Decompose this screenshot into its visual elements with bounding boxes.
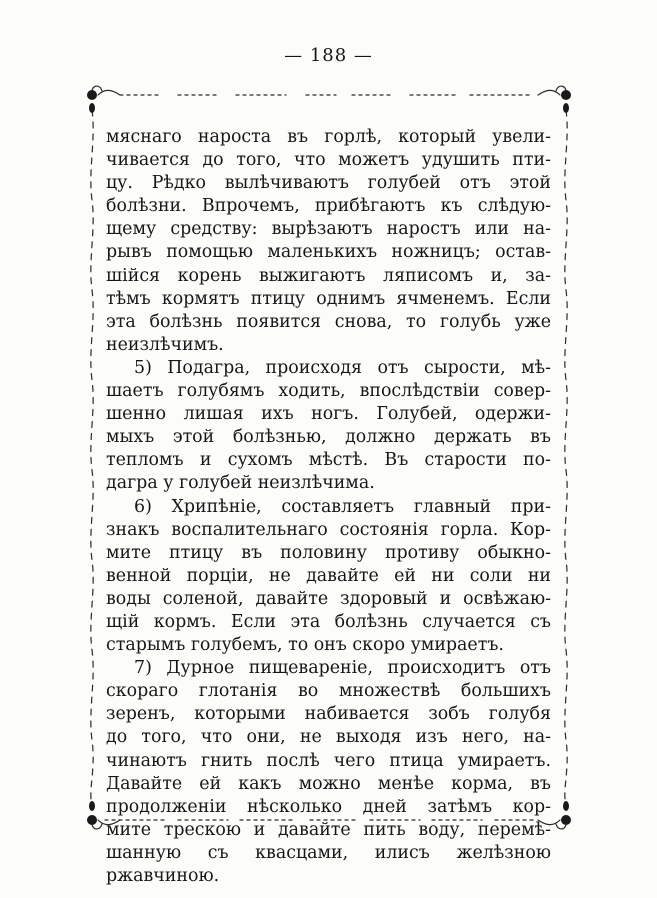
text-line: 7) Дурное пищевареніе, происходитъ отъ <box>134 658 551 679</box>
text-line: щій кормъ. Если эта болѣзнь случается съ <box>106 611 551 632</box>
text-line: продолженіи нѣсколько дней затѣмъ кор- <box>106 796 551 817</box>
text-line: шійся корень выжигаютъ ляписомъ и, за- <box>106 265 551 286</box>
text-line: ржавчиною. <box>106 866 220 886</box>
text-line: мите птицу въ половину противу обыкно- <box>106 542 551 563</box>
text-line: неизлѣчимъ. <box>106 334 224 355</box>
text-line: Давайте ей какъ можно менѣе корма, въ <box>106 773 551 794</box>
corner-dot-bottom-left <box>87 815 97 825</box>
side-ornament-right-bottom <box>563 801 569 811</box>
left-border-line <box>91 110 93 805</box>
text-line: знакъ воспалительнаго состоянія горла. Кор- <box>106 519 551 540</box>
text-line: эта болѣзнь появится снова, то голубь уже <box>106 311 551 332</box>
side-ornament-left-top <box>89 103 95 113</box>
side-ornament-right-top <box>563 103 569 113</box>
text-line: щему средству: вырѣзаютъ наростъ или на- <box>106 219 551 240</box>
text-line: шаетъ голубямъ ходить, впослѣдствіи совер- <box>106 381 551 402</box>
text-line: шанную съ квасцами, илисъ желѣзною <box>106 842 551 863</box>
text-line: цу. Рѣдко вылѣчиваютъ голубей отъ этой <box>106 173 551 194</box>
text-line: 6) Хрипѣніе, составляетъ главный при- <box>134 496 551 517</box>
corner-ornament-top-left <box>92 86 120 95</box>
text-line: венной порціи, не давайте ей ни соли ни <box>106 565 551 586</box>
corner-dot-top-right <box>561 90 571 100</box>
corner-dot-top-left <box>87 90 97 100</box>
text-line: старымъ голубемъ, то онъ скоро умираетъ. <box>106 635 504 656</box>
text-line: чинаютъ гнить послѣ чего птица умираетъ. <box>106 750 551 771</box>
right-border-line <box>565 110 567 805</box>
text-line: воды соленой, давайте здоровый и освѣжаю- <box>106 588 551 609</box>
text-line: мыхъ этой болѣзнью, должно держать въ <box>106 427 551 448</box>
body-text <box>106 126 551 888</box>
text-line: чивается до того, что можетъ удушить пти- <box>106 150 551 171</box>
page-number: — 188 — <box>284 45 373 66</box>
text-line: рывъ помощью маленькихъ ножницъ; остав- <box>106 242 551 263</box>
text-line: до того, что они, не выходя изъ него, на- <box>106 727 551 748</box>
text-line: мите трескою и давайте пить воду, перемѣ- <box>106 819 551 840</box>
text-line: болѣзни. Впрочемъ, прибѣгаютъ къ слѣдую- <box>106 196 551 217</box>
text-line: зеренъ, которыми набивается зобъ голубя <box>106 704 551 725</box>
corner-ornament-top-right <box>538 86 566 95</box>
text-line: шенно лишая ихъ ногъ. Голубей, одержи- <box>106 404 551 425</box>
text-line: 5) Подагра, происходя отъ сырости, мѣ- <box>134 357 551 378</box>
text-line: тепломъ и сухомъ мѣстѣ. Въ старости по- <box>106 450 551 471</box>
text-line: мяснаго нароста въ горлѣ, который увели- <box>106 127 551 147</box>
corner-dot-bottom-right <box>561 815 571 825</box>
text-line: скораго глотанія во множествѣ большихъ <box>106 681 551 702</box>
text-line: тѣмъ кормятъ птицу однимъ ячменемъ. Если <box>106 288 551 309</box>
side-ornament-left-bottom <box>89 801 95 811</box>
text-line: дагра у голубей неизлѣчима. <box>106 473 375 494</box>
